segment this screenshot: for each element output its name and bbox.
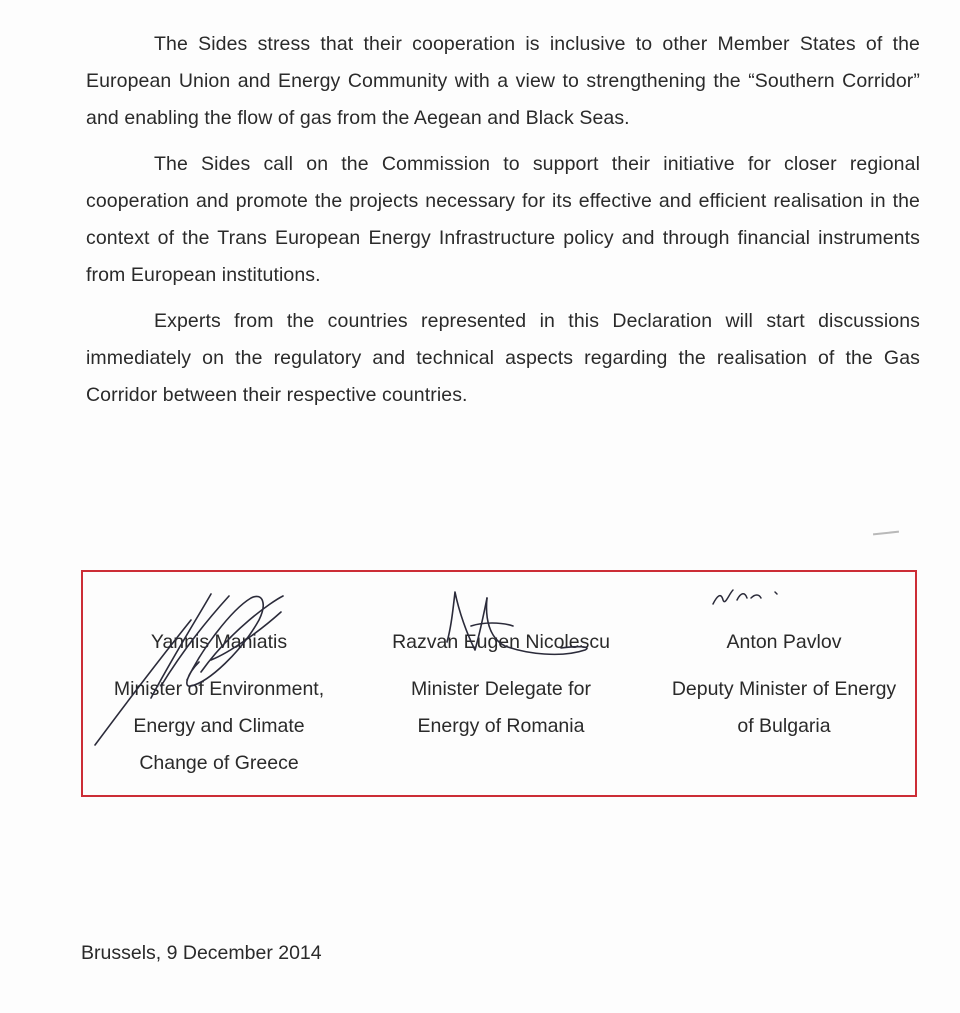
scan-mark [873, 531, 899, 536]
signatory-title-line: Minister of Environment, [113, 678, 325, 700]
signatory-name: Anton Pavlov [726, 631, 842, 653]
signatory-title-line: Energy and Climate [133, 715, 305, 737]
place-and-date: Brussels, 9 December 2014 [81, 942, 322, 964]
signatory-name: Yannis Maniatis [150, 631, 288, 653]
signatory-title-line: Energy of Romania [417, 715, 585, 737]
paragraph-experts: Experts from the countries represented in this Declaration will start discussions immediately on the regulatory and technical aspects regarding the realisation of the Gas Corridor between their respective countries. [86, 310, 920, 406]
signature-bulgaria-icon [711, 584, 801, 610]
signature-block [81, 570, 917, 797]
paragraph-commission: The Sides call on the Commission to support their initiative for closer regional cooperation and promote the projects necessary for its effective and efficient realisation in the context of the Trans European Energy Infrastructure policy and through financial instruments from European institutions. [86, 153, 920, 286]
signatory-name: Razvan Eugen Nicolescu [392, 631, 610, 653]
signatory-title-line: Minister Delegate for [411, 678, 591, 700]
signatory-title-line: Change of Greece [139, 752, 299, 774]
signatory-title-line: Deputy Minister of Energy [671, 678, 897, 700]
declaration-body [86, 26, 920, 423]
signatory-title-line: of Bulgaria [737, 715, 831, 737]
paragraph-cooperation: The Sides stress that their cooperation is inclusive to other Member States of the European Union and Energy Community with a view to strengthening the “Southern Corridor” and enabling the flow of gas from the Aegean and Black Seas. [86, 33, 920, 129]
signatory-bulgaria [653, 624, 915, 745]
signatory-greece [91, 624, 347, 782]
signatory-romania [373, 624, 629, 745]
